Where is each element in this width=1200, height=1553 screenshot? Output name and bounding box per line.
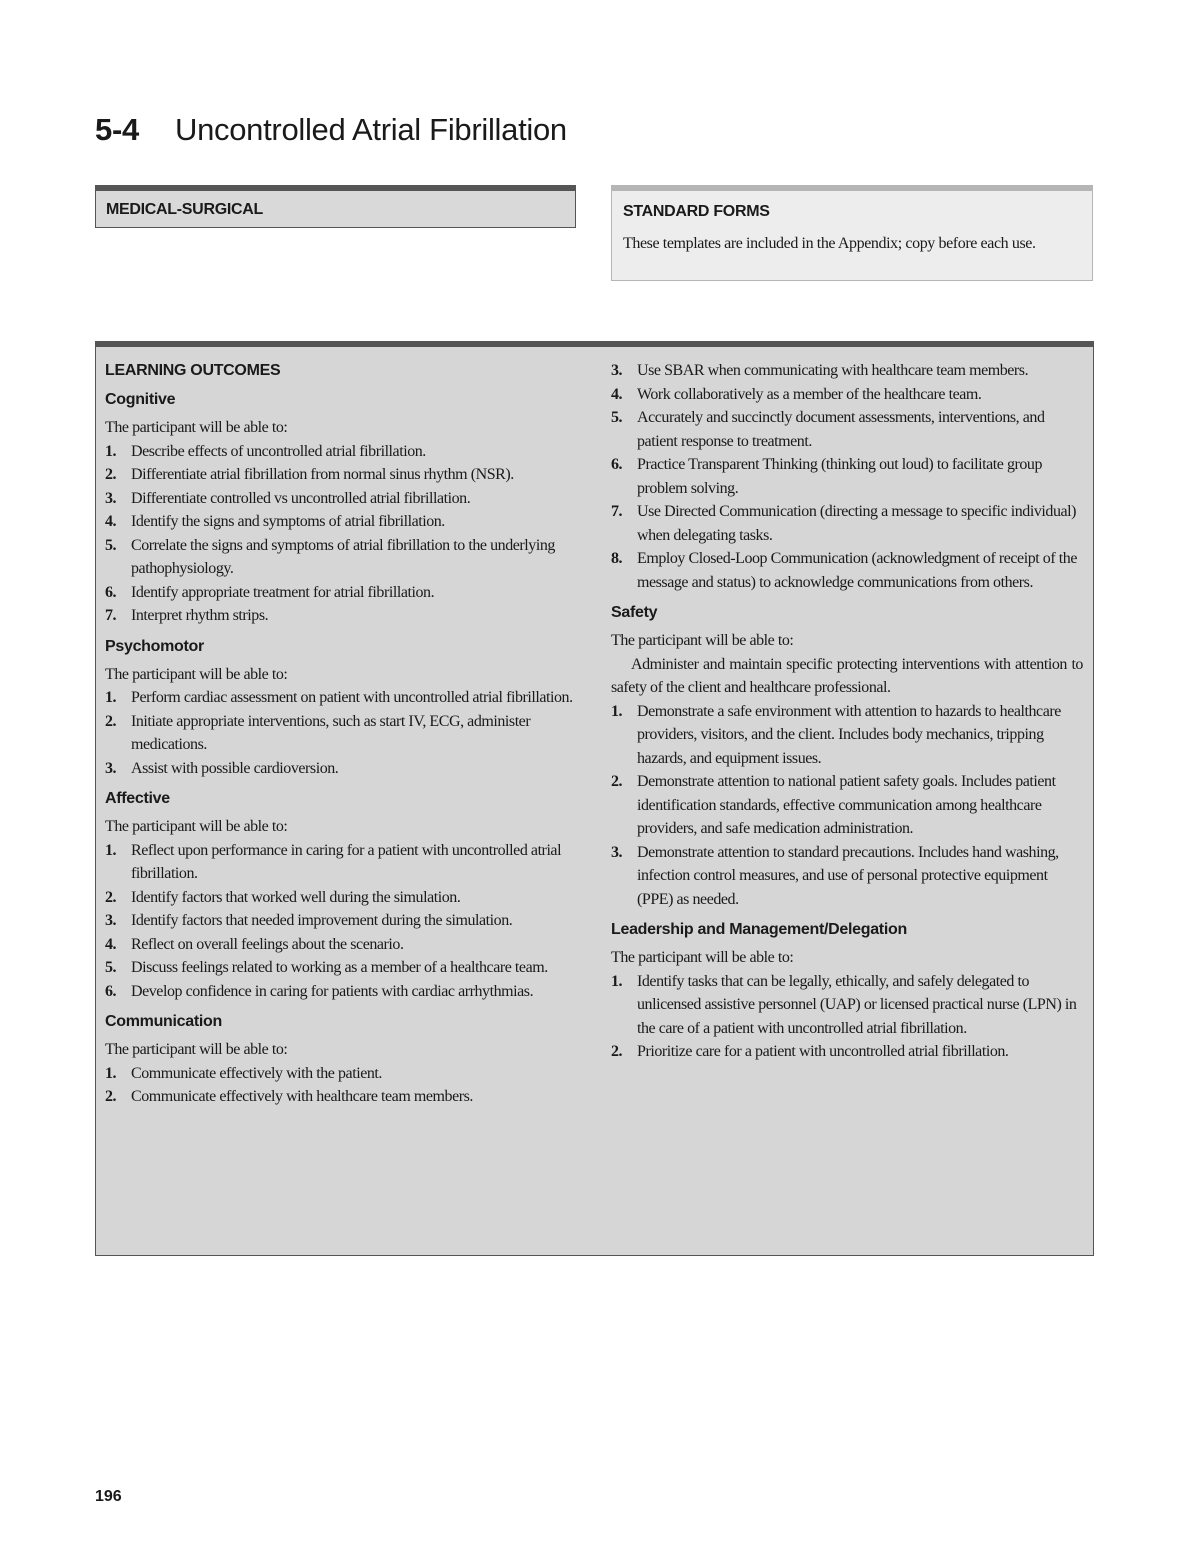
item-text: Perform cardiac assessment on patient with uncontrolled atrial fibrillation. (131, 689, 573, 706)
affective-intro: The participant will be able to: (105, 818, 288, 835)
outcome-item (611, 383, 1083, 407)
item-text: Correlate the signs and symptoms of atrial fibrillation to the underlying pathophysiology. (131, 536, 555, 577)
outcomes-right-column (611, 359, 1083, 1064)
item-number: 1. (105, 1064, 117, 1082)
section-title: Uncontrolled Atrial Fibrillation (175, 112, 567, 147)
page-number: 196 (95, 1488, 122, 1505)
outcome-item (611, 700, 1083, 771)
item-number: 6. (105, 583, 117, 601)
outcome-item (105, 956, 580, 980)
item-number: 7. (611, 503, 623, 520)
item-number: 1. (611, 972, 623, 990)
outcome-item (611, 500, 1083, 547)
outcome-item (105, 534, 580, 581)
outcome-item (611, 453, 1083, 500)
item-text: Reflect upon performance in caring for a patient with uncontrolled atrial fibrillation. (131, 841, 562, 882)
item-text: Describe effects of uncontrolled atrial fibrillation. (131, 442, 426, 460)
communication-list-part2 (611, 359, 1083, 594)
standard-forms-box (611, 185, 1093, 281)
item-text: Identify the signs and symptoms of atrial fibrillation. (131, 513, 445, 530)
outcome-item (105, 757, 580, 781)
item-text: Differentiate controlled vs uncontrolled atrial fibrillation. (131, 489, 471, 507)
page-title (95, 112, 567, 148)
learning-outcomes-box (95, 341, 1094, 1256)
item-text: Identify factors that needed improvement during the simulation. (131, 912, 513, 929)
item-number: 2. (105, 888, 117, 906)
category-box (95, 185, 576, 228)
outcome-item (105, 980, 580, 1004)
outcome-item (105, 581, 580, 605)
item-text: Initiate appropriate interventions, such as start IV, ECG, administer medications. (131, 712, 531, 753)
item-number: 8. (611, 550, 623, 567)
outcome-item (105, 686, 580, 710)
safety-paragraph: Administer and maintain specific protecting interventions with attention to safety of the client and healthcare professional. (611, 655, 1083, 696)
outcome-item (105, 710, 580, 757)
item-number: 1. (105, 442, 117, 460)
item-number: 6. (611, 456, 623, 473)
safety-heading: Safety (611, 604, 658, 621)
learning-outcomes-title: LEARNING OUTCOMES (105, 362, 281, 379)
outcomes-left-column (105, 359, 580, 1109)
item-number: 3. (611, 843, 623, 861)
outcome-item (611, 770, 1083, 841)
outcome-item (611, 359, 1083, 383)
item-number: 5. (105, 536, 117, 554)
item-number: 5. (611, 409, 623, 426)
item-text: Communicate effectively with healthcare team members. (131, 1088, 473, 1105)
outcome-item (105, 909, 580, 933)
item-number: 3. (105, 912, 117, 929)
leadership-heading: Leadership and Management/Delegation (611, 921, 907, 938)
cognitive-list (105, 440, 580, 628)
item-text: Demonstrate attention to national patient safety goals. Includes patient identification standards, effective communication among healthcare providers, and safe medication administration. (637, 773, 1056, 837)
communication-list-part1 (105, 1062, 580, 1109)
item-number: 2. (611, 773, 623, 790)
section-number: 5-4 (95, 112, 139, 147)
leadership-intro: The participant will be able to: (611, 949, 794, 966)
outcome-item (105, 463, 580, 487)
item-number: 3. (105, 759, 117, 777)
standard-forms-text: These templates are included in the Appendix; copy before each use. (623, 235, 1036, 252)
item-text: Employ Closed-Loop Communication (acknowledgment of receipt of the message and status) to acknowledge communications from others. (637, 550, 1077, 591)
item-number: 4. (105, 935, 117, 953)
outcome-item (611, 1040, 1083, 1064)
outcome-item (105, 440, 580, 464)
item-text: Identify tasks that can be legally, ethically, and safely delegated to unlicensed assistive personnel (UAP) or licensed practical nurse (LPN) in the care of a patient with uncontrolled atrial fibrillation. (637, 972, 1077, 1037)
affective-list (105, 839, 580, 1004)
item-number: 3. (105, 489, 117, 507)
outcome-item (105, 886, 580, 910)
item-text: Practice Transparent Thinking (thinking out loud) to facilitate group problem solving. (637, 456, 1043, 497)
item-number: 1. (105, 689, 117, 706)
outcome-item (611, 970, 1083, 1041)
psychomotor-intro: The participant will be able to: (105, 665, 288, 683)
item-text: Assist with possible cardioversion. (131, 759, 339, 777)
item-text: Identify appropriate treatment for atrial fibrillation. (131, 583, 435, 601)
affective-heading: Affective (105, 790, 170, 807)
outcome-item (105, 1062, 580, 1086)
item-text: Accurately and succinctly document assessments, interventions, and patient response to treatment. (637, 409, 1045, 450)
outcome-item (105, 510, 580, 534)
item-number: 3. (611, 362, 623, 379)
cognitive-heading: Cognitive (105, 391, 176, 408)
item-text: Use SBAR when communicating with healthcare team members. (637, 362, 1029, 379)
psychomotor-heading: Psychomotor (105, 637, 204, 655)
outcome-item (105, 933, 580, 957)
item-text: Discuss feelings related to working as a member of a healthcare team. (131, 959, 548, 976)
communication-heading: Communication (105, 1013, 222, 1030)
item-text: Prioritize care for a patient with uncontrolled atrial fibrillation. (637, 1043, 1009, 1060)
category-label: MEDICAL-SURGICAL (106, 201, 263, 218)
item-number: 2. (105, 712, 117, 730)
item-text: Use Directed Communication (directing a message to specific individual) when delegating tasks. (637, 503, 1077, 544)
item-text: Communicate effectively with the patient. (131, 1064, 382, 1082)
outcome-item (105, 487, 580, 511)
item-number: 6. (105, 982, 117, 1000)
item-number: 4. (105, 513, 117, 530)
item-text: Develop confidence in caring for patients with cardiac arrhythmias. (131, 982, 534, 1000)
item-number: 5. (105, 959, 117, 976)
outcome-item (611, 841, 1083, 912)
cognitive-intro: The participant will be able to: (105, 419, 288, 436)
safety-intro: The participant will be able to: (611, 632, 794, 649)
item-text: Differentiate atrial fibrillation from normal sinus rhythm (NSR). (131, 466, 514, 483)
item-number: 4. (611, 385, 623, 403)
item-text: Demonstrate a safe environment with attention to hazards to healthcare providers, visitors, and the client. Includes body mechanics, tripping hazards, and equipment issues. (637, 702, 1061, 767)
item-text: Identify factors that worked well during the simulation. (131, 888, 461, 906)
outcome-item (105, 1085, 580, 1109)
item-number: 2. (611, 1043, 623, 1060)
item-text: Demonstrate attention to standard precautions. Includes hand washing, infection control measures, and use of personal protective equipment (PPE) as needed. (637, 843, 1059, 908)
outcome-item (611, 547, 1083, 594)
item-number: 7. (105, 607, 117, 624)
item-number: 1. (105, 841, 117, 859)
outcome-item (611, 406, 1083, 453)
item-number: 1. (611, 702, 623, 720)
communication-intro: The participant will be able to: (105, 1041, 288, 1058)
item-text: Interpret rhythm strips. (131, 607, 269, 624)
item-text: Reflect on overall feelings about the scenario. (131, 935, 404, 953)
outcome-item (105, 839, 580, 886)
safety-list (611, 700, 1083, 912)
leadership-list (611, 970, 1083, 1064)
item-text: Work collaboratively as a member of the healthcare team. (637, 385, 982, 403)
standard-forms-title: STANDARD FORMS (623, 203, 770, 220)
item-number: 2. (105, 466, 117, 483)
item-number: 2. (105, 1088, 117, 1105)
outcome-item (105, 604, 580, 628)
psychomotor-list (105, 686, 580, 780)
